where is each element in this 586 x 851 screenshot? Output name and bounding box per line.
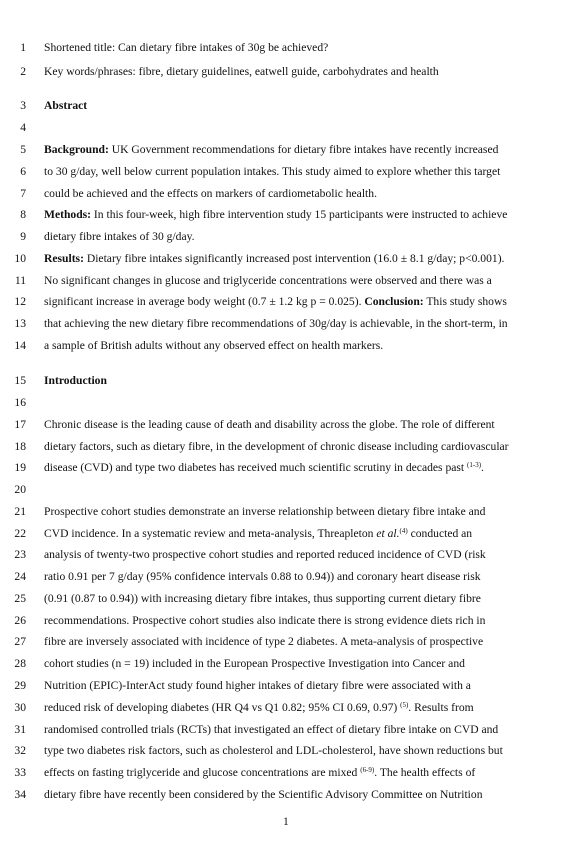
body-text: No significant changes in glucose and triglyceride concentrations were observed and there was a <box>44 274 492 287</box>
bold-heading-text: Introduction <box>44 374 107 387</box>
body-text: type two diabetes risk factors, such as cholesterol and LDL-cholesterol, have shown reductions but <box>44 744 503 757</box>
citation-superscript: (6-9) <box>360 766 375 774</box>
line-text <box>44 632 564 652</box>
line-number: 24 <box>14 570 26 583</box>
line-number: 9 <box>20 230 26 243</box>
line-text <box>44 271 564 291</box>
line-text <box>44 545 564 565</box>
line-text <box>44 227 564 247</box>
manuscript-line <box>0 140 586 160</box>
manuscript-line <box>0 785 586 805</box>
line-text <box>44 654 564 674</box>
line-text <box>44 698 564 718</box>
manuscript-line <box>0 292 586 312</box>
line-text <box>44 524 564 544</box>
citation-superscript: (5) <box>400 701 409 709</box>
body-text: effects on fasting triglyceride and glucose concentrations are mixed <box>44 766 361 779</box>
body-text: . <box>481 461 484 474</box>
line-number: 14 <box>14 339 26 352</box>
line-number: 1 <box>20 41 26 54</box>
line-number: 5 <box>20 143 26 156</box>
body-text: a sample of British adults without any observed effect on health markers. <box>44 339 384 352</box>
body-text: randomised controlled trials (RCTs) that investigated an effect of dietary fibre intake on CVD and <box>44 723 499 736</box>
body-text: that achieving the new dietary fibre recommendations of 30g/day is achievable, in the short-term, in <box>44 317 508 330</box>
manuscript-line <box>0 502 586 522</box>
line-number: 20 <box>14 483 26 496</box>
line-number: 15 <box>14 374 26 387</box>
body-text: to 30 g/day, well below current population intakes. This study aimed to explore whether this target <box>44 165 501 178</box>
bold-heading-text: Methods: <box>44 208 92 221</box>
manuscript-line <box>0 589 586 609</box>
page-number: 1 <box>283 815 289 828</box>
bold-heading-text: Abstract <box>44 99 88 112</box>
body-text: Key words/phrases: fibre, dietary guidelines, eatwell guide, carbohydrates and health <box>44 65 439 78</box>
manuscript-line <box>0 249 586 269</box>
citation-superscript: (1-3) <box>467 461 482 469</box>
manuscript-line <box>0 567 586 587</box>
manuscript-line <box>0 162 586 182</box>
line-number: 32 <box>14 744 26 757</box>
line-text <box>44 720 564 740</box>
line-text <box>44 96 564 116</box>
manuscript-line <box>0 741 586 761</box>
manuscript-line <box>0 205 586 225</box>
manuscript-line <box>0 227 586 247</box>
manuscript-line <box>0 437 586 457</box>
bold-heading-text: Background: <box>44 143 109 156</box>
line-text <box>44 567 564 587</box>
body-text: Shortened title: Can dietary fibre intakes of 30g be achieved? <box>44 41 329 54</box>
line-text <box>44 205 564 225</box>
line-number: 25 <box>14 592 26 605</box>
manuscript-line <box>0 184 586 204</box>
line-number: 22 <box>14 527 26 540</box>
line-number: 26 <box>14 614 26 627</box>
manuscript-line <box>0 720 586 740</box>
line-text <box>44 184 564 204</box>
manuscript-line <box>0 415 586 435</box>
line-text <box>44 502 564 522</box>
line-number: 3 <box>20 99 26 112</box>
manuscript-line <box>0 545 586 565</box>
body-text: cohort studies (n = 19) included in the European Prospective Investigation into Cancer and <box>44 657 465 670</box>
line-number: 30 <box>14 701 26 714</box>
line-number: 11 <box>14 274 26 287</box>
body-text: Prospective cohort studies demonstrate an inverse relationship between dietary fibre intake and <box>44 505 486 518</box>
body-text: CVD incidence. In a systematic review and meta-analysis, Threapleton <box>44 527 377 540</box>
line-text <box>44 140 564 160</box>
body-text: . Results from <box>408 701 474 714</box>
line-number: 28 <box>14 657 26 670</box>
manuscript-line <box>0 38 586 58</box>
line-text <box>44 38 564 58</box>
line-number: 2 <box>20 65 26 78</box>
line-text <box>44 62 564 82</box>
manuscript-line <box>0 96 586 116</box>
bold-heading-text: Conclusion: <box>364 295 424 308</box>
line-text <box>44 763 564 783</box>
line-number: 4 <box>20 121 26 134</box>
manuscript-line <box>0 393 586 413</box>
line-text <box>44 458 564 478</box>
line-text <box>44 162 564 182</box>
line-number: 18 <box>14 440 26 453</box>
manuscript-line <box>0 611 586 631</box>
body-text: dietary fibre have recently been considered by the Scientific Advisory Committee on Nutrition <box>44 788 483 801</box>
body-text: ratio 0.91 per 7 g/day (95% confidence intervals 0.88 to 0.94)) and coronary heart disease risk <box>44 570 481 583</box>
line-number: 31 <box>14 723 26 736</box>
line-text <box>44 249 564 269</box>
line-number: 29 <box>14 679 26 692</box>
line-number: 19 <box>14 461 26 474</box>
line-number: 6 <box>20 165 26 178</box>
manuscript-line <box>0 676 586 696</box>
citation-superscript: (4) <box>399 527 408 535</box>
body-text: recommendations. Prospective cohort studies also indicate there is strong evidence diets rich in <box>44 614 486 627</box>
manuscript-line <box>0 480 586 500</box>
line-text <box>44 336 564 356</box>
line-text <box>44 292 564 312</box>
body-text: analysis of twenty-two prospective cohort studies and reported reduced incidence of CVD (risk <box>44 548 486 561</box>
line-number: 7 <box>20 187 26 200</box>
line-number: 33 <box>14 766 26 779</box>
manuscript-line <box>0 632 586 652</box>
bold-heading-text: Results: <box>44 252 84 265</box>
manuscript-line <box>0 314 586 334</box>
body-text: Nutrition (EPIC)-InterAct study found higher intakes of dietary fibre were associated with a <box>44 679 471 692</box>
body-text: significant increase in average body weight (0.7 ± 1.2 kg p = 0.025). <box>44 295 365 308</box>
body-text: Dietary fibre intakes significantly increased post intervention (16.0 ± 8.1 g/day; p<0.001). <box>83 252 505 265</box>
body-text: fibre are inversely associated with incidence of type 2 diabetes. A meta-analysis of prospective <box>44 635 484 648</box>
line-number: 23 <box>14 548 26 561</box>
line-text <box>44 415 564 435</box>
line-text <box>44 314 564 334</box>
line-text <box>44 676 564 696</box>
manuscript-line <box>0 62 586 82</box>
line-number: 13 <box>14 317 26 330</box>
body-text: (0.91 (0.87 to 0.94)) with increasing dietary fibre intakes, thus supporting current dietary fibre <box>44 592 481 605</box>
manuscript-line <box>0 524 586 544</box>
line-number: 21 <box>14 505 26 518</box>
line-text <box>44 611 564 631</box>
body-text: et al. <box>376 527 400 540</box>
manuscript-line <box>0 371 586 391</box>
line-number: 8 <box>20 208 26 221</box>
body-text: disease (CVD) and type two diabetes has received much scientific scrutiny in decades past <box>44 461 468 474</box>
body-text: Chronic disease is the leading cause of death and disability across the globe. The role of different <box>44 418 495 431</box>
line-text <box>44 785 564 805</box>
line-number: 27 <box>14 635 26 648</box>
manuscript-line <box>0 271 586 291</box>
body-text: dietary fibre intakes of 30 g/day. <box>44 230 195 243</box>
body-text: could be achieved and the effects on markers of cardiometabolic health. <box>44 187 377 200</box>
line-number: 16 <box>14 396 26 409</box>
line-number: 12 <box>14 295 26 308</box>
line-text <box>44 437 564 457</box>
body-text: dietary factors, such as dietary fibre, in the development of chronic disease including cardiovascular <box>44 440 509 453</box>
manuscript-line <box>0 763 586 783</box>
body-text: UK Government recommendations for dietary fibre intakes have recently increased <box>108 143 499 156</box>
manuscript-line <box>0 336 586 356</box>
body-text: reduced risk of developing diabetes (HR Q4 vs Q1 0.82; 95% CI 0.69, 0.97) <box>44 701 401 714</box>
line-text <box>44 589 564 609</box>
body-text: In this four-week, high fibre intervention study 15 participants were instructed to achieve <box>91 208 508 221</box>
line-number: 17 <box>14 418 26 431</box>
manuscript-line <box>0 118 586 138</box>
body-text: conducted an <box>407 527 473 540</box>
manuscript-line <box>0 698 586 718</box>
manuscript-line <box>0 654 586 674</box>
body-text: . The health effects of <box>374 766 476 779</box>
line-text <box>44 741 564 761</box>
body-text: This study shows <box>423 295 507 308</box>
manuscript-line <box>0 458 586 478</box>
line-number: 34 <box>14 788 26 801</box>
line-text <box>44 371 564 391</box>
line-number: 10 <box>14 252 26 265</box>
